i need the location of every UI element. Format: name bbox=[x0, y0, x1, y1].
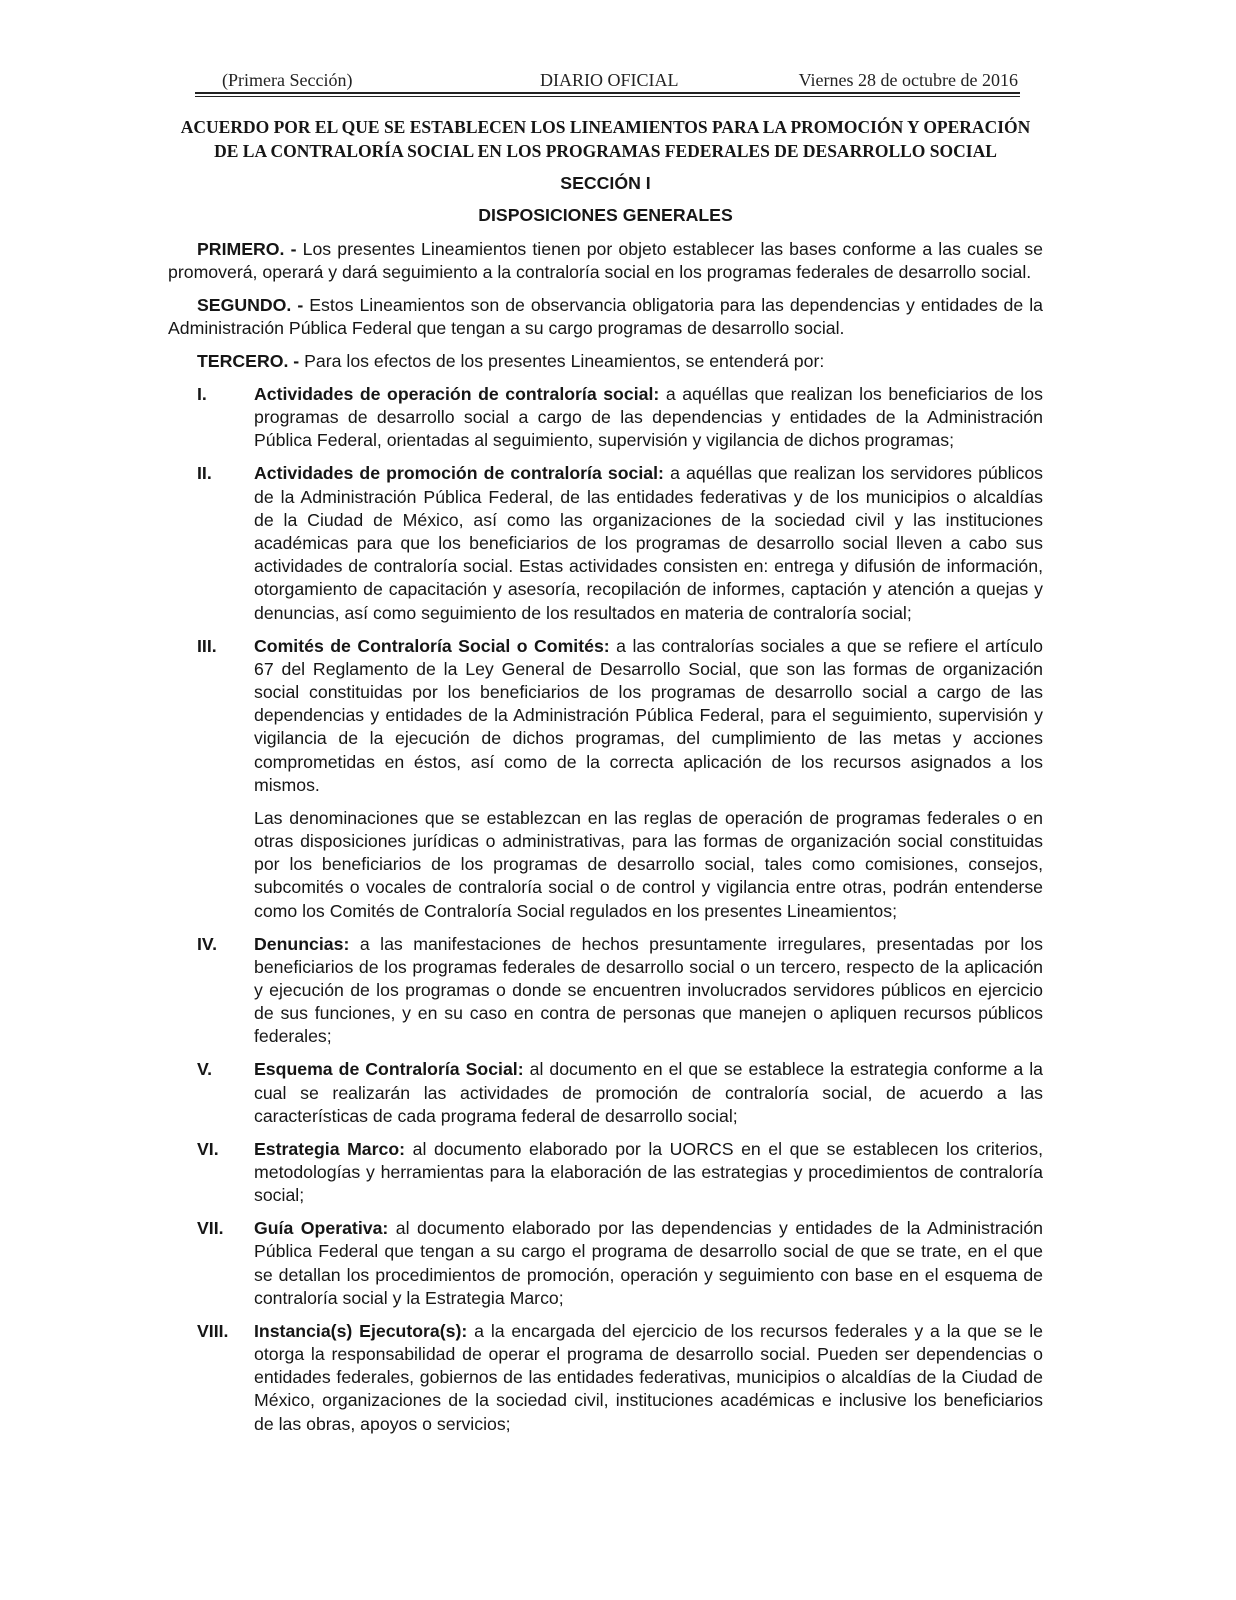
definition-numeral: IV. bbox=[197, 933, 218, 954]
article-label: SEGUNDO. - bbox=[197, 294, 304, 315]
definition-vi bbox=[168, 1138, 1043, 1208]
definition-numeral: V. bbox=[197, 1059, 213, 1080]
definition-line: contraloría social y la Estrategia Marco; bbox=[254, 1287, 564, 1308]
definition-ii bbox=[168, 462, 1043, 624]
definition-numeral: I. bbox=[197, 383, 207, 404]
section-label: SECCIÓN I bbox=[560, 172, 651, 193]
definition-line: actividades de contraloría social. Estas actividades consisten en: entrega y difusión de información, bbox=[254, 556, 1043, 577]
definition-term: Instancia(s) Ejecutora(s): bbox=[254, 1320, 468, 1341]
definition-term: Denuncias: bbox=[254, 933, 350, 954]
definition-line: y ejecución de los programas o donde se encuentren involucrados servidores públicos en ejercicio bbox=[254, 979, 1043, 1000]
definition-text: a las manifestaciones de hechos presuntamente irregulares, presentadas por los bbox=[359, 933, 1044, 954]
definition-term: Actividades de promoción de contraloría social: bbox=[254, 463, 664, 484]
definition-line: Las denominaciones que se establezcan en las reglas de operación de programas federales o en bbox=[254, 807, 1043, 828]
article-line bbox=[168, 238, 1043, 261]
definition-line: se detallan los procedimientos de promoción, operación y seguimiento con base en el esquema de bbox=[254, 1264, 1043, 1285]
article-line bbox=[168, 350, 1043, 373]
definition-numeral: VIII. bbox=[197, 1320, 229, 1341]
definition-line: beneficiarios de los programas federales de desarrollo social o un tercero, respecto de la aplicación bbox=[254, 956, 1043, 977]
definition-viii bbox=[168, 1320, 1043, 1436]
definition-line: de la Ciudad de México, así como las organizaciones de la sociedad civil y las instituciones bbox=[254, 509, 1043, 530]
definition-line: social; bbox=[254, 1185, 305, 1206]
definition-line: Pública Federal, orientadas al seguimiento, supervisión y vigilancia de dichos programas; bbox=[254, 430, 955, 451]
article-line: promoverá, operará y dará seguimiento a la contraloría social en los programas federales de desarrollo social. bbox=[168, 261, 1032, 282]
article-text: Para los efectos de los presentes Lineamientos, se entenderá por: bbox=[304, 350, 825, 371]
definition-line: subcomités o vocales de contraloría social o de control y vigilancia entre otras, podrán entenderse bbox=[254, 877, 1043, 898]
definition-line: entidades federales, gobiernos de las entidades federativas, municipios o alcaldías de la Ciudad de bbox=[254, 1367, 1043, 1388]
definition-text: a aquéllas que realizan los servidores públicos bbox=[670, 463, 1044, 484]
definition-line: dependencias y entidades de la Administración Pública Federal, para el seguimiento, supervisión y bbox=[254, 705, 1043, 726]
definition-line: académicas para que los beneficiarios de los programas de desarrollo social lleven a cabo sus bbox=[254, 532, 1043, 553]
article-label: PRIMERO. - bbox=[197, 238, 297, 259]
definition-line: cual se realizarán las actividades de promoción de contraloría social, de acuerdo a las bbox=[254, 1082, 1043, 1103]
definition-term: Comités de Contraloría Social o Comités: bbox=[254, 635, 610, 656]
definition-text: al documento elaborado por las dependencias y entidades de la Administración bbox=[395, 1218, 1044, 1239]
article-line bbox=[168, 294, 1043, 317]
article-text: Estos Lineamientos son de observancia obligatoria para las dependencias y entidades de la bbox=[309, 294, 1043, 315]
document-title bbox=[168, 115, 1043, 163]
definition-line: mismos. bbox=[254, 774, 320, 795]
definition-line: de la Administración Pública Federal, de las entidades federativas y de los municipios o alcaldías bbox=[254, 486, 1043, 507]
definition-iv bbox=[168, 933, 1043, 1049]
definition-vii bbox=[168, 1217, 1043, 1310]
definition-iii-continuation bbox=[168, 807, 1043, 923]
definition-numeral: VII. bbox=[197, 1218, 224, 1239]
definition-line: social constituidas por los beneficiarios de los programas de desarrollo social a cargo de las bbox=[254, 681, 1043, 702]
article-line: Administración Pública Federal que tengan a su cargo programas de desarrollo social. bbox=[168, 317, 845, 338]
definition-line bbox=[254, 1138, 1043, 1161]
definition-line: metodologías y herramientas para la elaboración de las estrategias y procedimientos de contraloría bbox=[254, 1161, 1043, 1182]
title-line: ACUERDO POR EL QUE SE ESTABLECEN LOS LINEAMIENTOS PARA LA PROMOCIÓN Y OPERACIÓN bbox=[180, 117, 1031, 137]
definition-line: por los beneficiarios de los programas de desarrollo social, tales como comisiones, consejos, bbox=[254, 854, 1043, 875]
definition-line: programas de desarrollo social a cargo de las dependencias y entidades de la Administración bbox=[254, 407, 1043, 428]
definition-line: federales; bbox=[254, 1026, 332, 1047]
definition-line bbox=[254, 933, 1043, 956]
definition-line: otras disposiciones jurídicas o administrativas, para las formas de organización social constituidas bbox=[254, 830, 1043, 851]
definition-term: Esquema de Contraloría Social: bbox=[254, 1059, 524, 1080]
definition-numeral: VI. bbox=[197, 1138, 219, 1159]
definition-line: denuncias, así como seguimiento de los resultados en materia de contraloría social; bbox=[254, 602, 912, 623]
definition-text: a la encargada del ejercicio de los recursos federales y a la que se le bbox=[474, 1320, 1043, 1341]
article-text: Los presentes Lineamientos tienen por objeto establecer las bases conforme a las cuales se bbox=[302, 238, 1043, 259]
header-date: Viernes 28 de octubre de 2016 bbox=[798, 70, 1018, 90]
definition-numeral: III. bbox=[197, 635, 217, 656]
definition-term: Estrategia Marco: bbox=[254, 1138, 406, 1159]
header-rule-thick bbox=[195, 92, 1020, 94]
definition-i bbox=[168, 383, 1043, 453]
header-section-label: (Primera Sección) bbox=[222, 70, 353, 90]
definition-iii bbox=[168, 635, 1043, 797]
definition-line bbox=[254, 635, 1043, 658]
article-segundo bbox=[168, 294, 1043, 340]
section-name: DISPOSICIONES GENERALES bbox=[478, 204, 733, 225]
article-tercero bbox=[168, 350, 1043, 373]
definition-line: características de cada programa federal de desarrollo social; bbox=[254, 1105, 738, 1126]
definition-term: Guía Operativa: bbox=[254, 1218, 389, 1239]
definition-line bbox=[254, 1320, 1043, 1343]
definition-line bbox=[254, 1217, 1043, 1240]
header-publication-name: DIARIO OFICIAL bbox=[540, 70, 679, 90]
definition-text: a aquéllas que realizan los beneficiarios de los bbox=[665, 383, 1043, 404]
definition-line: 67 del Reglamento de la Ley General de Desarrollo Social, que son las formas de organización bbox=[254, 658, 1043, 679]
definition-line: como los Comités de Contraloría Social regulados en los presentes Lineamientos; bbox=[254, 900, 897, 921]
definition-text: a las contralorías sociales a que se refiere el artículo bbox=[616, 635, 1043, 656]
document-body bbox=[168, 115, 1043, 1436]
definition-line: comprometidas en éstos, así como de la correcta aplicación de los recursos asignados a los bbox=[254, 751, 1043, 772]
definition-line: Pública Federal que tengan a su cargo el programa de desarrollo social de que se trate, en el que bbox=[254, 1241, 1043, 1262]
header-rule-thin bbox=[195, 96, 1020, 97]
definition-text: al documento en el que se establece la estrategia conforme a la bbox=[529, 1059, 1043, 1080]
definition-line bbox=[254, 1058, 1043, 1081]
title-line: DE LA CONTRALORÍA SOCIAL EN LOS PROGRAMAS FEDERALES DE DESARROLLO SOCIAL bbox=[214, 141, 997, 161]
definition-line: de sus funciones, y en su caso en contra de personas que manejen o apliquen recursos públicos bbox=[254, 1003, 1043, 1024]
definition-line: otorga la responsabilidad de operar el programa de desarrollo social. Pueden ser dependencias o bbox=[254, 1344, 1043, 1364]
definition-line: de las obras, apoyos o servicios; bbox=[254, 1413, 511, 1434]
article-label: TERCERO. - bbox=[197, 350, 300, 371]
definition-term: Actividades de operación de contraloría social: bbox=[254, 383, 660, 404]
definition-line bbox=[254, 383, 1043, 406]
definition-text: al documento elaborado por la UORCS en el que se establecen los criterios, bbox=[412, 1138, 1043, 1159]
definition-line: otorgamiento de capacitación y asesoría, recopilación de informes, captación y atención a quejas y bbox=[254, 579, 1043, 600]
definition-numeral: II. bbox=[197, 463, 212, 484]
definition-line: vigilancia de la ejecución de dichos programas, del cumplimiento de las metas y acciones bbox=[254, 728, 1043, 749]
definition-v bbox=[168, 1058, 1043, 1128]
article-primero bbox=[168, 238, 1043, 284]
definition-line bbox=[254, 462, 1043, 485]
definition-line: México, organizaciones de la sociedad civil, instituciones académicas e inclusive los beneficiarios bbox=[254, 1390, 1043, 1411]
